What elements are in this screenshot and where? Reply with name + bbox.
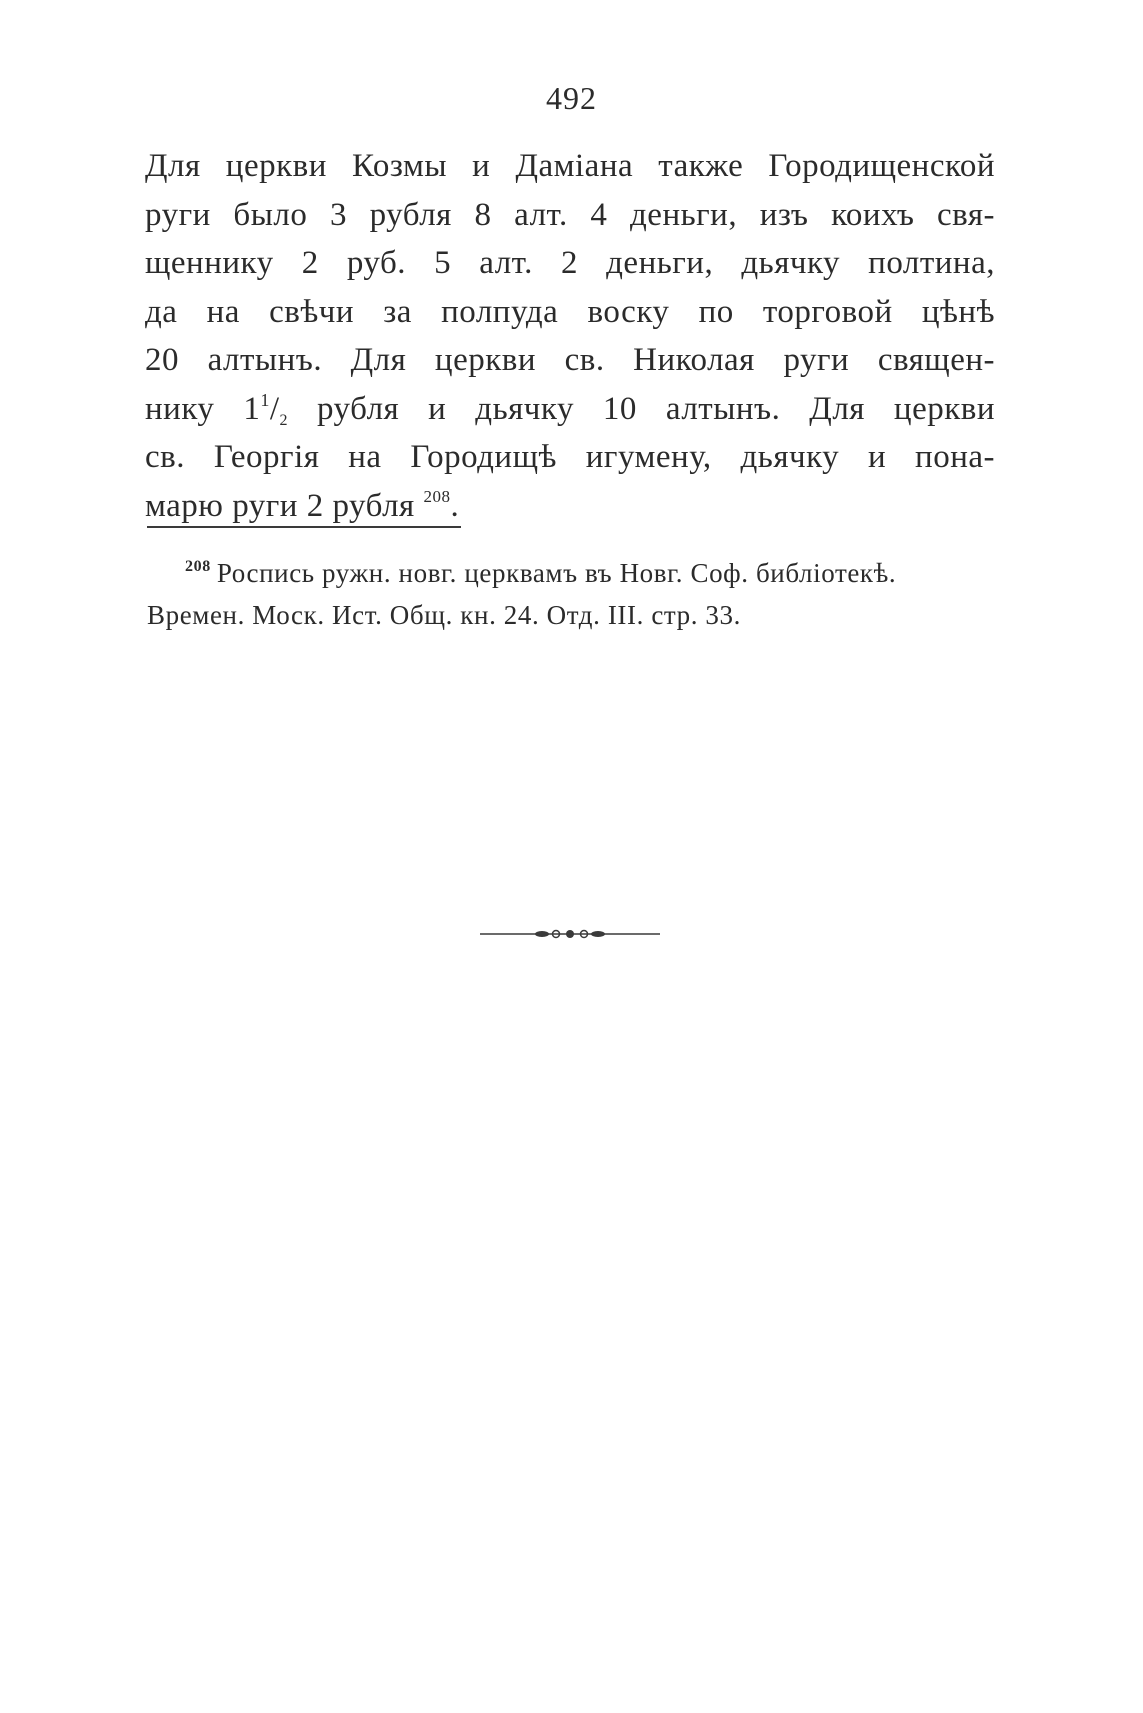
text-segment: нику 1 <box>145 390 261 427</box>
text-line <box>145 385 995 434</box>
page-number: 492 <box>546 80 597 116</box>
text-line: св. Георгія на Городищѣ игумену, дьячку и пона- <box>145 439 995 475</box>
footnote-text: Роспись ружн. новг. церквамъ въ Новг. Соф. библіотекѣ. <box>216 558 897 588</box>
text-segment: . <box>450 487 460 524</box>
footnote-divider <box>147 526 461 528</box>
main-text <box>145 142 995 530</box>
ornament-divider <box>480 924 660 944</box>
footnote-line: Времен. Моск. Ист. Общ. кн. 24. Отд. III. стр. 33. <box>147 600 741 630</box>
footnote <box>147 552 997 636</box>
text-line <box>145 482 995 531</box>
footnote-marker: 208 <box>185 558 211 575</box>
fraction-denominator: 2 <box>279 411 289 429</box>
text-segment: рубля и дьячку 10 алтынъ. Для церкви <box>288 390 995 427</box>
text-line: 20 алтынъ. Для церкви св. Николая руги священ- <box>145 342 995 378</box>
text-line: руги было 3 рубля 8 алт. 4 деньги, изъ коихъ свя- <box>145 196 995 233</box>
footnote-line <box>147 552 997 594</box>
text-line: Для церкви Козмы и Даміана также Городищенской <box>145 148 995 184</box>
text-line: щеннику 2 руб. 5 алт. 2 деньги, дьячку полтина, <box>145 245 995 281</box>
footnote-reference[interactable]: 208 <box>423 486 451 506</box>
fraction-numerator: 1 <box>260 389 270 410</box>
text-segment: марю руги 2 рубля <box>145 487 424 524</box>
fraction-slash: / <box>269 390 280 427</box>
text-line: да на свѣчи за полпуда воску по торговой цѣнѣ <box>145 293 995 330</box>
